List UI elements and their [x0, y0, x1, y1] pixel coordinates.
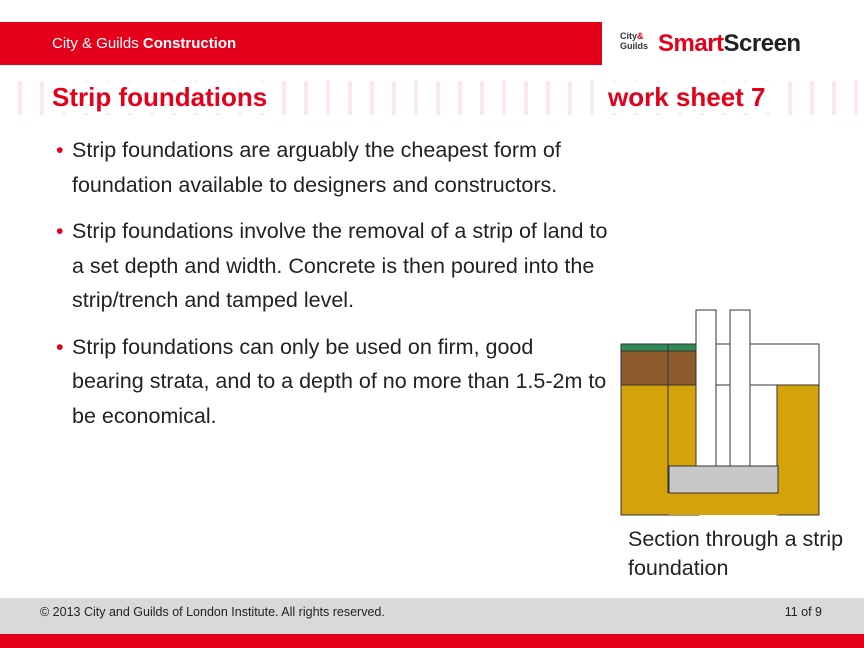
brand-bold: Construction: [142, 35, 237, 52]
brand-prefix: City & Guilds: [52, 35, 143, 52]
page-number: 11 of 9: [784, 605, 822, 619]
bullet-list: [52, 133, 608, 445]
bullet-item: • Strip foundations involve the removal of a strip of land to a set depth and width. Concrete is then poured into the strip/trench and tamped level.: [52, 214, 608, 318]
wall-leaf-outer: [696, 310, 716, 466]
bullet-item: • Strip foundations are arguably the cheapest form of foundation available to designers and constructors.: [52, 133, 608, 202]
copyright-text: © 2013 City and Guilds of London Institute. All rights reserved.: [40, 605, 385, 619]
grass-layer: [621, 344, 699, 351]
bottom-red-bar: [0, 634, 864, 648]
worksheet-label: work sheet 7: [608, 82, 772, 113]
bullet-dot: •: [56, 219, 64, 243]
bullet-item: • Strip foundations can only be used on firm, good bearing strata, and to a depth of no more than 1.5-2m to be economical.: [52, 330, 608, 434]
smartscreen-logo: [620, 28, 820, 60]
bullet-dot: •: [56, 334, 64, 359]
subsoil-base: [669, 493, 779, 515]
bullet-dot: •: [56, 138, 64, 162]
smartscreen-wordmark: SmartScreen: [658, 30, 801, 57]
concrete-footing: [669, 466, 778, 493]
header-brand: [52, 35, 236, 52]
slide-title: Strip foundations: [52, 82, 273, 113]
subsoil-right: [777, 385, 819, 515]
diagram-caption: Section through a strip foundation: [628, 527, 844, 580]
trench-outline: [699, 344, 819, 385]
wall-leaf-inner: [730, 310, 750, 466]
city-guilds-logo-mark: City& Guilds: [620, 31, 649, 51]
topsoil-layer: [621, 350, 699, 385]
strip-foundation-diagram: [620, 308, 824, 518]
